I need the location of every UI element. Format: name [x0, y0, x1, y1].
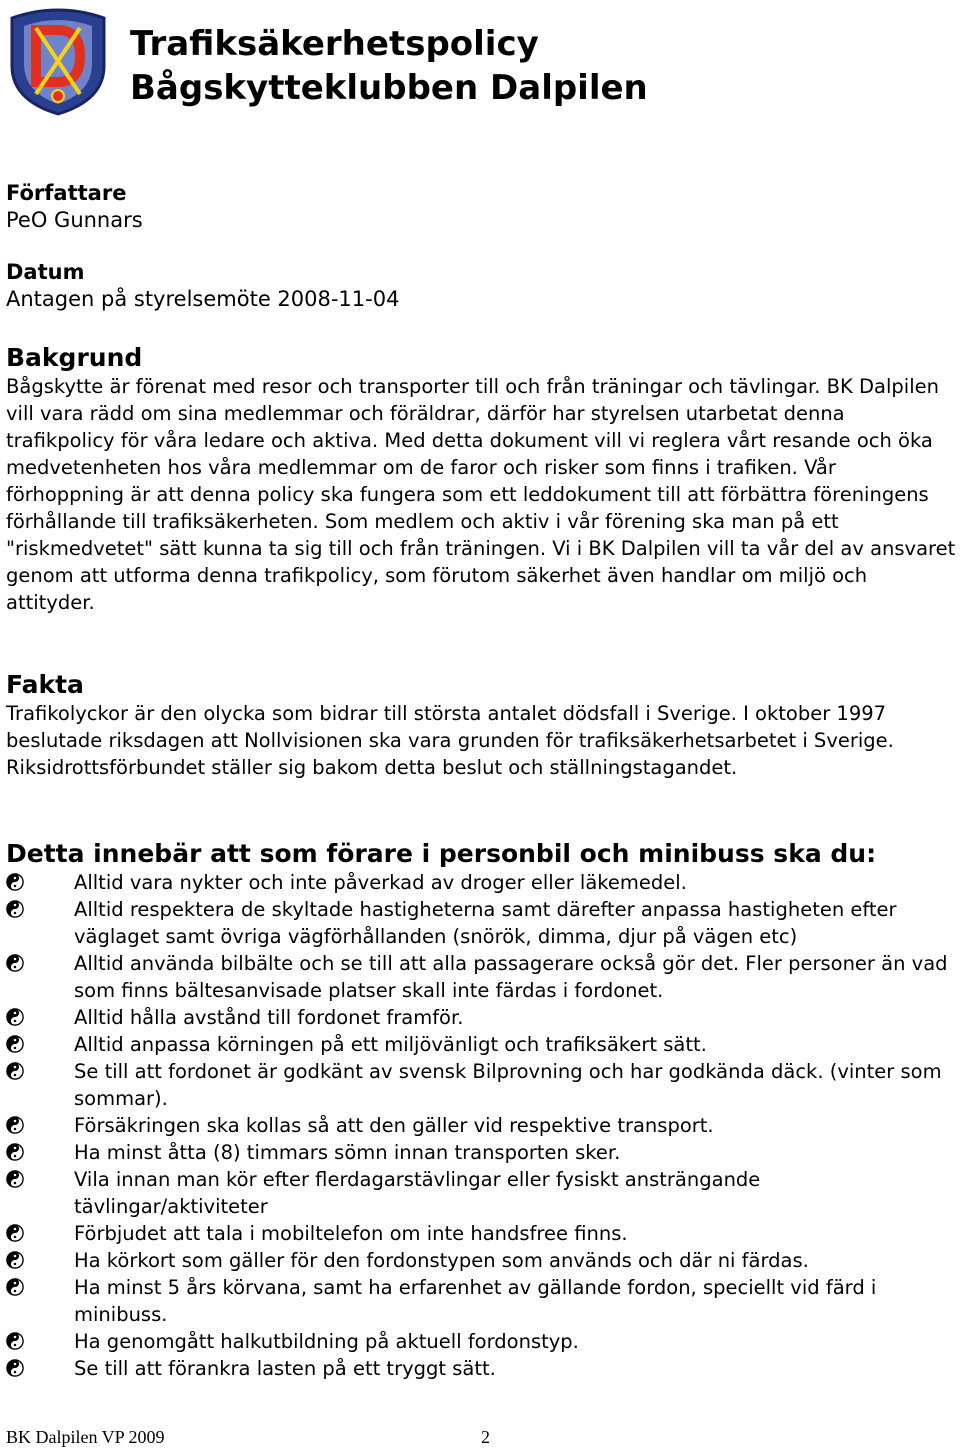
rule-item-text: Alltid hålla avstånd till fordonet framför.: [74, 1006, 464, 1029]
rule-item: [6, 1139, 958, 1166]
title-line-1: Trafiksäkerhetspolicy: [130, 24, 539, 64]
rule-item: [6, 1112, 958, 1139]
facts-heading: Fakta: [6, 670, 84, 699]
background-heading: Bakgrund: [6, 343, 143, 372]
rule-item-text: Alltid anpassa körningen på ett miljövänligt och trafiksäkert sätt.: [74, 1033, 707, 1056]
rules-list: [6, 869, 958, 1382]
document-body: [6, 180, 958, 1382]
rule-item: [6, 1355, 958, 1382]
rule-item-text: Ha minst åtta (8) timmars sömn innan transporten sker.: [74, 1141, 621, 1164]
yin-yang-bullet-icon: [6, 873, 24, 891]
title-line-2: Bågskytteklubben Dalpilen: [130, 68, 648, 108]
rule-item: [6, 1247, 958, 1274]
date-label: Datum: [6, 260, 85, 284]
rule-item: [6, 1220, 958, 1247]
yin-yang-bullet-icon: [6, 1116, 24, 1134]
club-shield-logo-icon: [6, 4, 110, 116]
facts-text: Trafikolyckor är den olycka som bidrar till största antalet dödsfall i Sverige. I oktober 1997 beslutade riksdagen att Nollvisionen ska vara grunden för trafiksäkerhetsarbetet i Sverige. Riksidrottsförbundet ställer sig bakom detta beslut och ställningstagandet.: [6, 702, 894, 779]
rule-item-text: Ha körkort som gäller för den fordonstypen som används och där ni färdas.: [74, 1249, 809, 1272]
rule-item: [6, 950, 958, 1004]
yin-yang-bullet-icon: [6, 954, 24, 972]
page-footer: [6, 1427, 490, 1447]
yin-yang-bullet-icon: [6, 1008, 24, 1026]
author-label: Författare: [6, 181, 127, 205]
yin-yang-bullet-icon: [6, 1143, 24, 1161]
page-number: 2: [481, 1427, 490, 1447]
yin-yang-bullet-icon: [6, 900, 24, 918]
yin-yang-bullet-icon: [6, 1251, 24, 1269]
yin-yang-bullet-icon: [6, 1278, 24, 1296]
rule-item-text: Ha genomgått halkutbildning på aktuell fordonstyp.: [74, 1330, 579, 1353]
yin-yang-bullet-icon: [6, 1062, 24, 1080]
rule-item: [6, 869, 958, 896]
rule-item: [6, 1274, 958, 1328]
rule-item-text: Alltid använda bilbälte och se till att alla passagerare också gör det. Fler personer än vad som finns bältesanvisade platser skall inte färdas i fordonet.: [74, 952, 948, 1002]
rule-item-text: Ha minst 5 års körvana, samt ha erfarenhet av gällande fordon, speciellt vid färd i minibuss.: [74, 1276, 877, 1326]
rule-item-text: Vila innan man kör efter flerdagarstävlingar eller fysiskt ansträngande tävlingar/aktiviteter: [74, 1168, 761, 1218]
yin-yang-bullet-icon: [6, 1035, 24, 1053]
yin-yang-bullet-icon: [6, 1332, 24, 1350]
rule-item-text: Alltid vara nykter och inte påverkad av droger eller läkemedel.: [74, 871, 687, 894]
footer-label: BK Dalpilen VP 2009: [6, 1427, 165, 1447]
yin-yang-bullet-icon: [6, 1170, 24, 1188]
rule-item: [6, 1058, 958, 1112]
rule-item-text: Se till att fordonet är godkänt av svensk Bilprovning och har godkända däck. (vinter som sommar).: [74, 1060, 942, 1110]
rule-item-text: Förbjudet att tala i mobiltelefon om inte handsfree finns.: [74, 1222, 628, 1245]
rule-item-text: Se till att förankra lasten på ett tryggt sätt.: [74, 1357, 496, 1380]
rule-item: [6, 1166, 958, 1220]
page-title: [130, 22, 648, 110]
rule-item: [6, 1004, 958, 1031]
rule-item-text: Försäkringen ska kollas så att den gäller vid respektive transport.: [74, 1114, 714, 1137]
background-text: Bågskytte är förenat med resor och transporter till och från träningar och tävlingar. BK Dalpilen vill vara rädd om sina medlemmar och föräldrar, därför har styrelsen utarbetat denna trafikpolicy för våra ledare och aktiva. Med detta dokument vill vi reglera vårt resande och öka medvetenheten hos våra medlemmar om de faror och risker som finns i trafiken. Vår förhoppning är att denna policy ska fungera som ett leddokument till att förbättra föreningens förhållande till trafiksäkerheten. Som medlem och aktiv i vår förening ska man på ett "riskmedvetet" sätt kunna ta sig till och från träningen. Vi i BK Dalpilen vill ta vår del av ansvaret genom att utforma denna trafikpolicy, som förutom säkerhet även handlar om miljö och attityder.: [6, 375, 956, 614]
rule-item: [6, 1031, 958, 1058]
yin-yang-bullet-icon: [6, 1224, 24, 1242]
yin-yang-bullet-icon: [6, 1359, 24, 1377]
rules-heading: Detta innebär att som förare i personbil och minibuss ska du:: [6, 839, 877, 868]
rule-item: [6, 1328, 958, 1355]
author-value: PeO Gunnars: [6, 208, 143, 232]
date-value: Antagen på styrelsemöte 2008-11-04: [6, 287, 400, 311]
rule-item: [6, 896, 958, 950]
rule-item-text: Alltid respektera de skyltade hastigheterna samt därefter anpassa hastigheten efter väglaget samt övriga vägförhållanden (snörök, dimma, djur på vägen etc): [74, 898, 897, 948]
